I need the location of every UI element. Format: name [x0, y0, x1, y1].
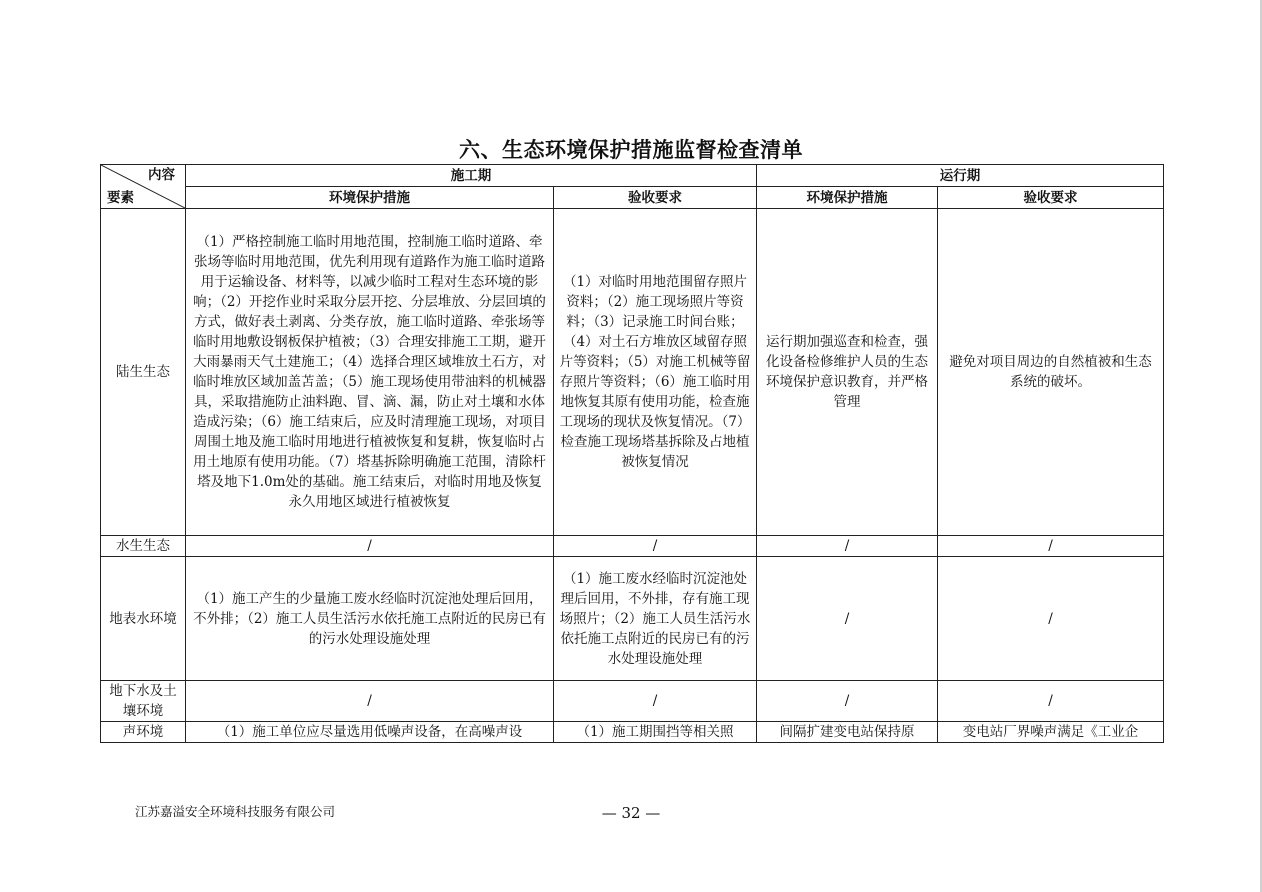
- construction-measures-cell: （1）严格控制施工临时用地范围，控制施工临时道路、牵张场等临时用地范围，优先利用现有道路作为施工临时道路用于运输设备、材料等，以减少临时工程对生态环境的影响；（2）开挖作业时采取分层开挖、分层堆放、分层回填的方式，做好表土剥离、分类存放，施工临时道路、牵张场等临时用地敷设钢板保护植被；（3）合理安排施工工期，避开大雨暴雨天气土建施工；（4）选择合理区域堆放土石方，对临时堆放区域加盖苫盖；（5）施工现场使用带油料的机械器具，采取措施防止油料跑、冒、滴、漏，防止对土壤和水体造成污染；（6）施工结束后，应及时清理施工现场，对项目周围土地及施工临时用地进行植被恢复和复耕，恢复临时占用土地原有使用功能。（7）塔基拆除明确施工范围，清除杆塔及地下1.0m处的基础。施工结束后，对临时用地及恢复永久用地区域进行植被恢复: [186, 209, 554, 536]
- construction-acceptance-cell: （1）对临时用地范围留存照片资料；（2）施工现场照片等资料；（3）记录施工时间台账；（4）对土石方堆放区域留存照片等资料；（5）对施工机械等留存照片等资料；（6）施工临时用地恢复其原有使用功能，检查施工现场的现状及恢复情况。（7）检查施工现场塔基拆除及占地植被恢复情况: [554, 209, 757, 536]
- corner-factor-label: 要素: [107, 190, 134, 206]
- table-row: [101, 536, 1164, 557]
- operation-acceptance-cell: 避免对项目周边的自然植被和生态系统的破坏。: [938, 209, 1164, 536]
- construction-measures-header: 环境保护措施: [186, 187, 554, 209]
- construction-acceptance-cell: （1）施工废水经临时沉淀池处理后回用，不外排，存有施工现场照片；（2）施工人员生活污水依托施工点附近的民房已有的污水处理设施处理: [554, 557, 757, 681]
- construction-acceptance-cell: （1）施工期围挡等相关照: [554, 722, 757, 743]
- factor-cell: 地下水及土壤环境: [101, 681, 186, 722]
- table-row: [101, 557, 1164, 681]
- table-row: [101, 722, 1164, 743]
- eco-protection-checklist-table: [100, 164, 1164, 743]
- factor-cell: 水生生态: [101, 536, 186, 557]
- operation-measures-cell: 运行期加强巡查和检查，强化设备检修维护人员的生态环境保护意识教育，并严格管理: [757, 209, 938, 536]
- construction-acceptance-cell: /: [554, 681, 757, 722]
- construction-measures-cell: （1）施工单位应尽量选用低噪声设备，在高噪声设: [186, 722, 554, 743]
- document-title: 六、生态环境保护措施监督检查清单: [459, 138, 803, 162]
- footer-company-name: 江苏嘉溢安全环境科技服务有限公司: [135, 804, 336, 819]
- construction-measures-cell: /: [186, 536, 554, 557]
- construction-measures-cell: （1）施工产生的少量施工废水经临时沉淀池处理后回用，不外排；（2）施工人员生活污水依托施工点附近的民房已有的污水处理设施处理: [186, 557, 554, 681]
- operation-phase-header: 运行期: [757, 165, 1164, 187]
- operation-acceptance-cell: /: [938, 557, 1164, 681]
- construction-acceptance-cell: /: [554, 536, 757, 557]
- operation-acceptance-header: 验收要求: [938, 187, 1164, 209]
- corner-content-label: 内容: [148, 167, 175, 183]
- operation-measures-cell: /: [757, 536, 938, 557]
- table-row: [101, 681, 1164, 722]
- operation-measures-header: 环境保护措施: [757, 187, 938, 209]
- header-row-phase: [101, 165, 1164, 187]
- operation-measures-cell: /: [757, 557, 938, 681]
- operation-acceptance-cell: /: [938, 536, 1164, 557]
- header-row-columns: [101, 187, 1164, 209]
- page-number: — 32 —: [601, 804, 661, 822]
- construction-acceptance-header: 验收要求: [554, 187, 757, 209]
- construction-measures-cell: /: [186, 681, 554, 722]
- table-row: [101, 209, 1164, 536]
- operation-acceptance-cell: /: [938, 681, 1164, 722]
- operation-measures-cell: 间隔扩建变电站保持原: [757, 722, 938, 743]
- operation-acceptance-cell: 变电站厂界噪声满足《工业企: [938, 722, 1164, 743]
- corner-header-cell: [101, 165, 186, 209]
- factor-cell: 地表水环境: [101, 557, 186, 681]
- construction-phase-header: 施工期: [186, 165, 757, 187]
- factor-cell: 声环境: [101, 722, 186, 743]
- factor-cell: 陆生生态: [101, 209, 186, 536]
- operation-measures-cell: /: [757, 681, 938, 722]
